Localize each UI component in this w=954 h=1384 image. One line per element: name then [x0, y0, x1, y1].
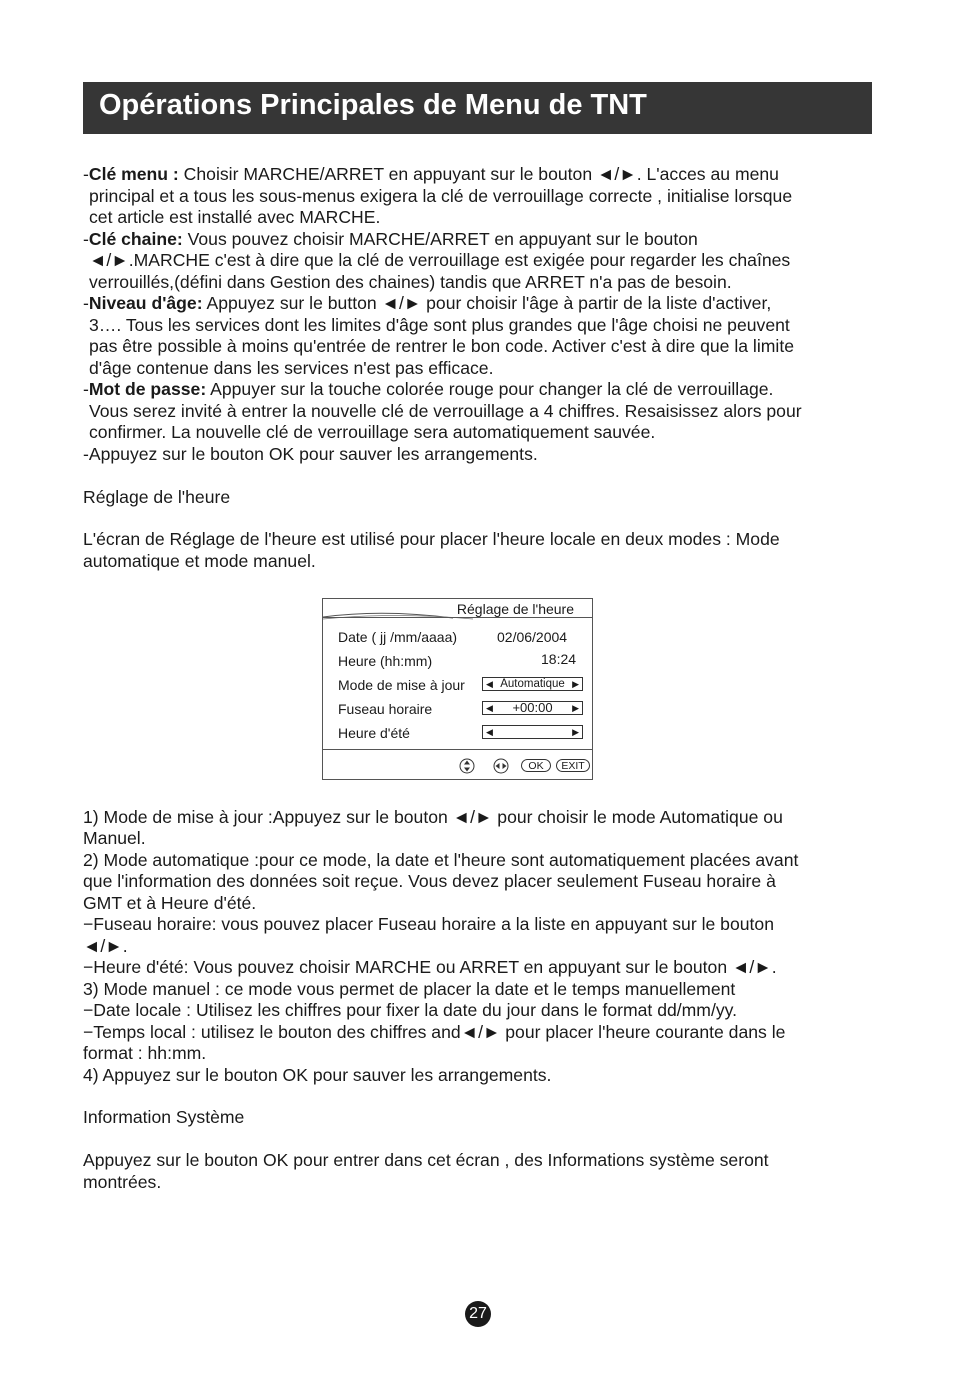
arrow-right-icon[interactable]: ▶	[572, 679, 579, 689]
date-value[interactable]: 02/06/2004	[497, 629, 568, 645]
footer-divider	[323, 749, 592, 750]
para-local-date: −Date locale : Utilisez les chiffres pour fixer la date du jour dans le format dd/mm/yy.	[83, 1000, 738, 1020]
para-niveau-age: -Niveau d'âge: Appuyez sur le button ◄/► pour choisir l'âge à partir de la liste d'activer,	[83, 293, 772, 313]
para-line: ◄/►.MARCHE c'est à dire que la clé de verrouillage est exigée pour regarder les chaînes	[89, 250, 791, 270]
arrow-right-icon[interactable]: ▶	[572, 703, 579, 713]
para-mot-de-passe: -Mot de passe: Appuyer sur la touche colorée rouge pour changer la clé de verrouillage.	[83, 379, 774, 399]
mode-selector[interactable]	[482, 677, 583, 691]
para-line: que l'information des données soit reçue. Vous devez placer seulement Fuseau horaire à	[83, 871, 776, 891]
para-mode-manual: 3) Mode manuel : ce mode vous permet de placer la date et le temps manuellement	[83, 979, 736, 999]
para-cle-chaine: -Clé chaine: Vous pouvez choisir MARCHE/ARRET en appuyant sur le bouton	[83, 229, 698, 249]
para-line: cet article est installé avec MARCHE.	[89, 207, 381, 227]
section-heading-info: Information Système	[83, 1107, 245, 1127]
arrow-left-icon[interactable]: ◀	[486, 703, 493, 713]
para-line: Vous serez invité à entrer la nouvelle clé de verrouillage a 4 chiffres. Resaisissez alors pour	[89, 401, 802, 421]
para-line: pas être possible à moins qu'entrée de rentrer le bon code. Activer c'est à dire que la limite	[89, 336, 794, 356]
para-line: confirmer. La nouvelle clé de verrouillage sera automatiquement sauvée.	[89, 422, 656, 442]
para-mode-auto: 2) Mode automatique :pour ce mode, la date et l'heure sont automatiquement placées avant	[83, 850, 799, 870]
para-line: GMT et à Heure d'été.	[83, 893, 257, 913]
para-line: d'âge contenue dans les services n'est pas efficace.	[89, 358, 494, 378]
para-line: montrées.	[83, 1172, 162, 1192]
term-cle-chaine: Clé chaine:	[88, 229, 183, 249]
timezone-label: Fuseau horaire	[338, 701, 433, 717]
para-info: Appuyez sur le bouton OK pour entrer dans cet écran , des Informations système seront	[83, 1150, 769, 1170]
header-divider	[323, 617, 592, 618]
para-line: 3…. Tous les services dont les limites d'âge sont plus grandes que l'âge choisi ne peuvent	[89, 315, 790, 335]
para-mode-update: 1) Mode de mise à jour :Appuyez sur le bouton ◄/► pour choisir le mode Automatique ou	[83, 807, 783, 827]
para-cle-menu: -Clé menu : Choisir MARCHE/ARRET en appuyant sur le bouton ◄/►. L'acces au menu	[83, 164, 779, 184]
para-dst: −Heure d'été: Vous pouvez choisir MARCHE ou ARRET en appuyant sur le bouton ◄/►.	[83, 957, 777, 977]
para-timezone: −Fuseau horaire: vous pouvez placer Fuseau horaire a la liste en appuyant sur le bouton	[83, 914, 774, 934]
time-settings-screen	[322, 598, 593, 780]
term-mot-de-passe: Mot de passe:	[88, 379, 207, 399]
page-title: Opérations Principales de Menu de TNT	[83, 82, 872, 134]
para-line: automatique et mode manuel.	[83, 551, 316, 571]
left-right-icon	[493, 758, 509, 774]
dst-selector[interactable]	[482, 725, 583, 739]
mode-value: Automatique	[500, 678, 565, 690]
arrow-right-icon[interactable]: ▶	[572, 727, 579, 737]
ok-button[interactable]: OK	[521, 759, 551, 772]
up-down-icon	[459, 758, 475, 774]
time-value[interactable]: 18:24	[541, 651, 577, 667]
term-niveau-age: Niveau d'âge:	[88, 293, 203, 313]
screen-title: Réglage de l'heure	[456, 601, 574, 617]
exit-button[interactable]: EXIT	[556, 759, 590, 772]
para-line: principal et a tous les sous-menus exigera la clé de verrouillage correcte , initialise lorsque	[89, 186, 793, 206]
section-heading-time: Réglage de l'heure	[83, 487, 231, 507]
para-line: ◄/►.	[83, 936, 128, 956]
para-line: verrouillés,(défini dans Gestion des chaines) tandis que ARRET n'a pas de besoin.	[89, 272, 732, 292]
para-time-intro: L'écran de Réglage de l'heure est utilisé pour placer l'heure locale en deux modes : Mode	[83, 529, 780, 549]
timezone-selector[interactable]	[482, 701, 583, 715]
para-local-time: −Temps local : utilisez le bouton des chiffres and◄/► pour placer l'heure courante dans le	[83, 1022, 786, 1042]
arrow-left-icon[interactable]: ◀	[486, 727, 493, 737]
dst-label: Heure d'été	[338, 725, 410, 741]
date-label: Date ( jj /mm/aaaa)	[338, 629, 458, 645]
time-label: Heure (hh:mm)	[338, 653, 433, 669]
para-line: format : hh:mm.	[83, 1043, 207, 1063]
timezone-value: +00:00	[512, 700, 553, 715]
para-save: -Appuyez sur le bouton OK pour sauver les arrangements.	[83, 444, 538, 464]
arrow-left-icon[interactable]: ◀	[486, 679, 493, 689]
mode-label: Mode de mise à jour	[338, 677, 465, 693]
para-line: Manuel.	[83, 828, 146, 848]
page-number: 27	[465, 1301, 491, 1327]
term-cle-menu: Clé menu :	[88, 164, 179, 184]
para-save-settings: 4) Appuyez sur le bouton OK pour sauver les arrangements.	[83, 1065, 552, 1085]
